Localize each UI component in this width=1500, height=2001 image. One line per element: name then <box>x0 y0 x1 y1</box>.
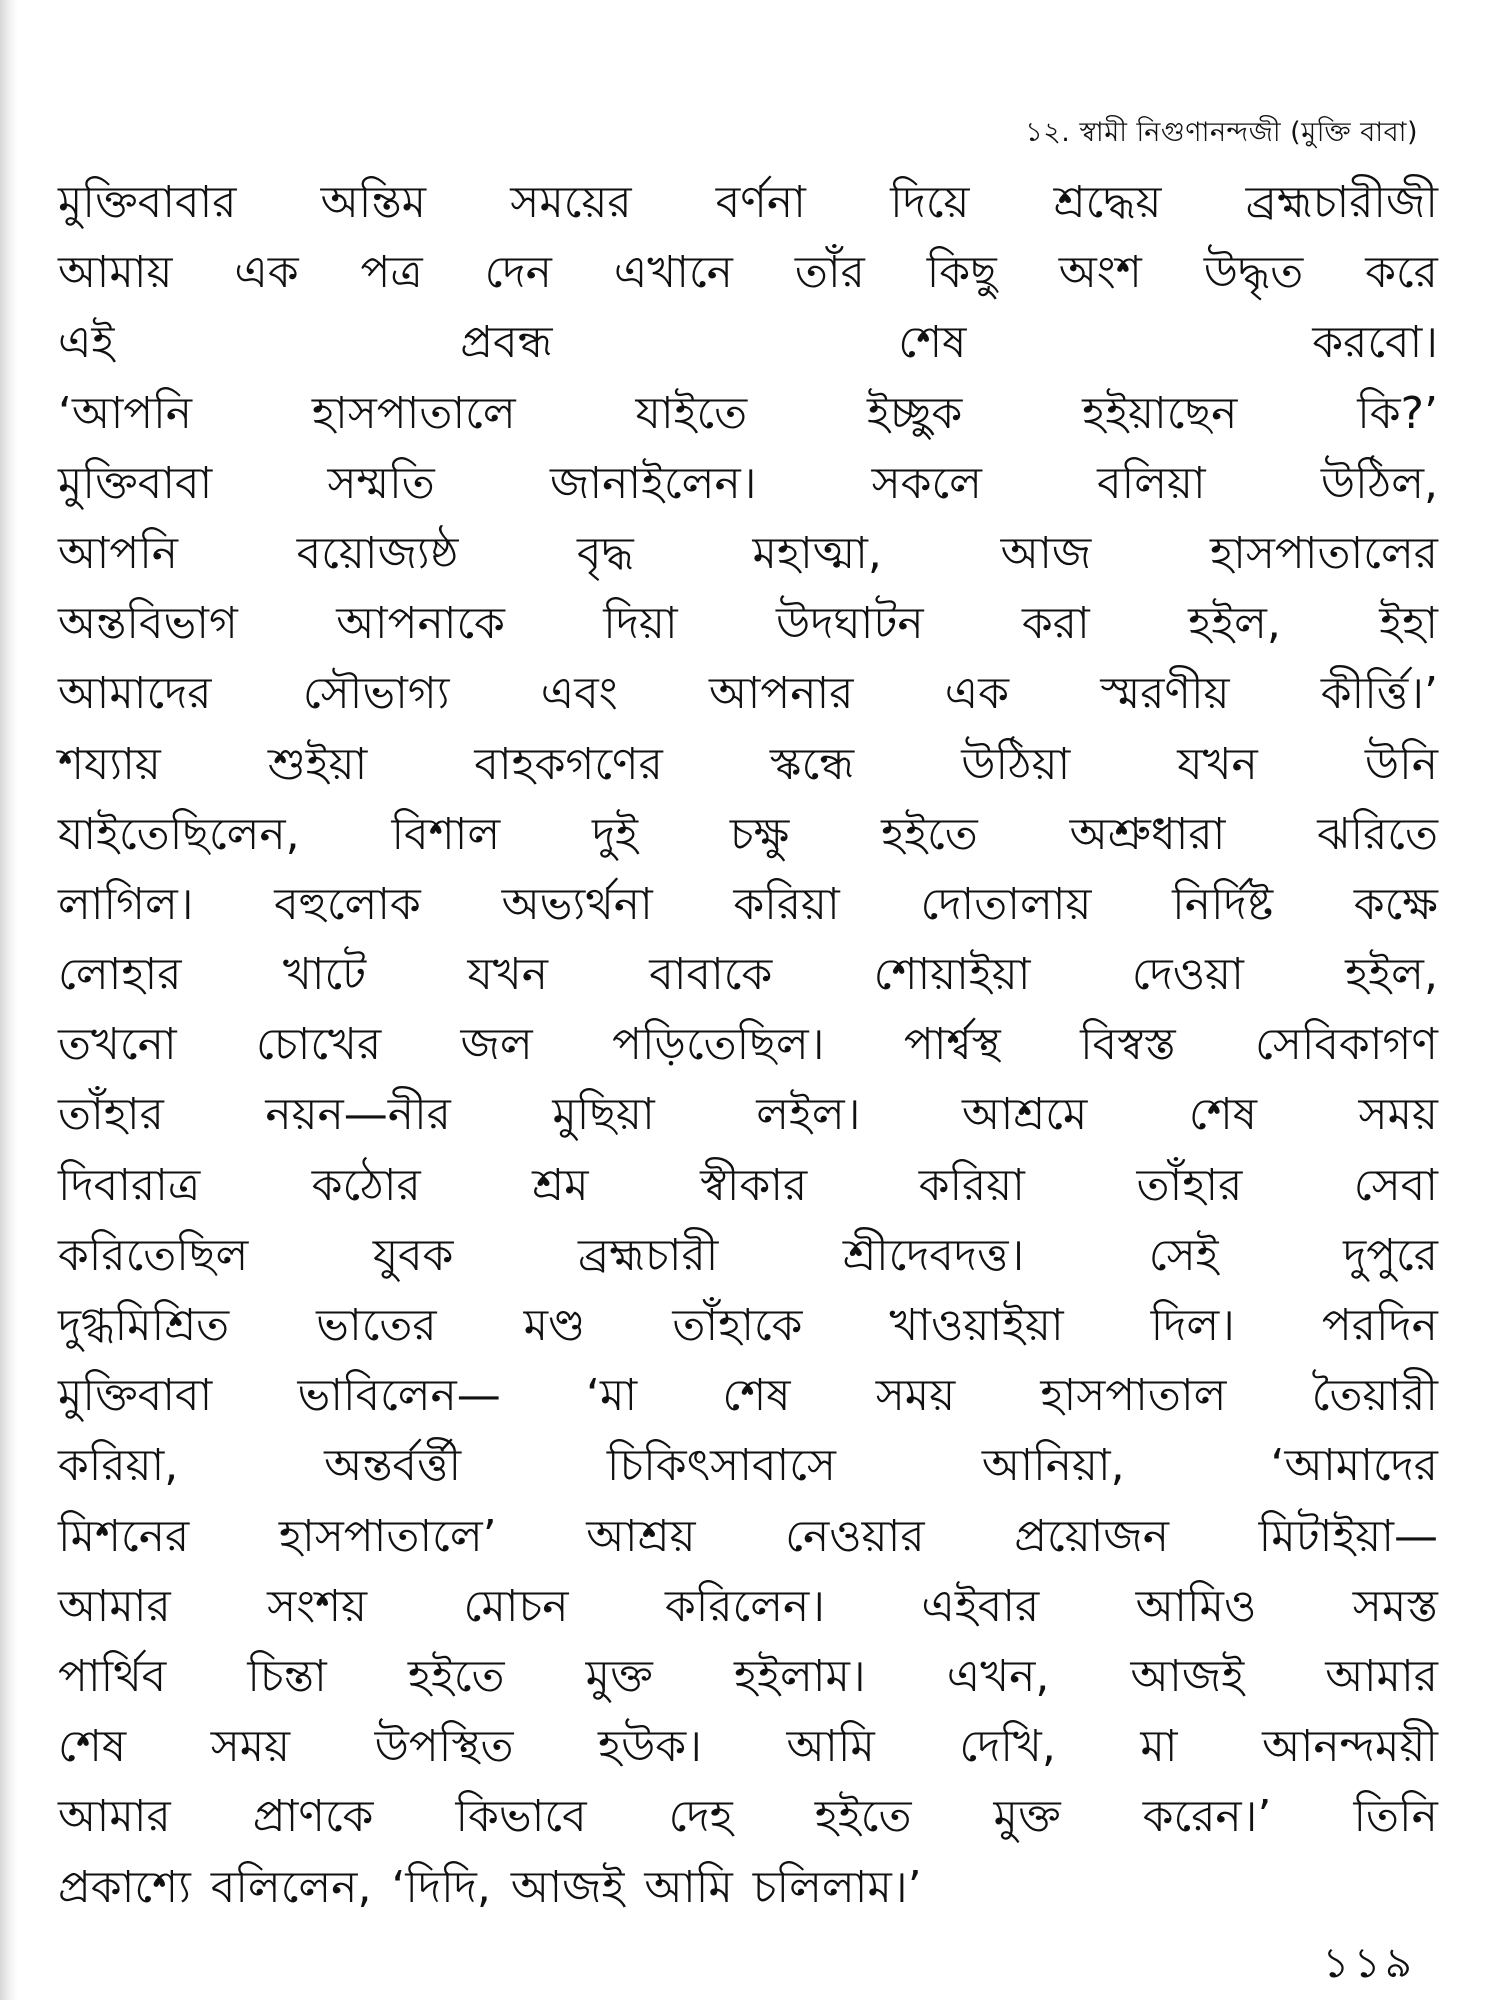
word: যখন <box>467 949 548 1001</box>
word: করিলেন। <box>664 1580 826 1632</box>
word: আমি <box>644 1861 733 1913</box>
word: দেন <box>484 247 552 299</box>
word: আপনাকে <box>336 598 505 650</box>
word: আমি <box>786 1721 875 1773</box>
word: হউক। <box>598 1721 702 1773</box>
word: করিয়া <box>918 1159 1025 1211</box>
word: দেওয়া <box>1131 949 1244 1001</box>
word: ইহা <box>1379 598 1438 650</box>
word: হাসপাতালে’ <box>278 1510 497 1562</box>
word: সময় <box>1358 1089 1438 1141</box>
word: চোখের <box>256 1019 382 1071</box>
word: শেষ <box>722 1370 791 1422</box>
word: সৌভাগ্য <box>302 668 450 720</box>
word: বলিলেন, <box>210 1861 372 1913</box>
word: বলিয়া <box>1097 457 1206 509</box>
word: দিয়া <box>603 598 678 650</box>
word: তাঁর <box>794 247 865 299</box>
word: ইচ্ছুক <box>866 387 963 439</box>
word: লইল। <box>756 1089 861 1141</box>
word: ঝরিতে <box>1317 808 1438 860</box>
word: আনন্দময়ী <box>1262 1721 1438 1773</box>
word: সেবিকাগণ <box>1254 1019 1438 1071</box>
word: কিছু <box>926 247 997 299</box>
word: সকলে <box>871 457 982 509</box>
text-line <box>58 1291 1438 1361</box>
word: হাসপাতাল <box>1040 1370 1227 1422</box>
word: মুক্তিবাবা <box>58 1370 213 1422</box>
word: মিশনের <box>58 1510 190 1562</box>
word: তৈয়ারী <box>1311 1370 1438 1422</box>
text-line <box>58 1502 1438 1572</box>
text-line <box>58 870 1438 940</box>
page-number: ১১৯ <box>1322 1938 1416 1987</box>
word: বিস্বস্ত <box>1080 1019 1176 1071</box>
word: বৃদ্ধ <box>577 527 634 579</box>
text-line <box>58 449 1438 519</box>
word: মুক্তিবাবার <box>58 177 237 228</box>
word: শোয়াইয়া <box>873 949 1031 1001</box>
text-line <box>58 940 1438 1010</box>
word: চক্ষু <box>729 808 790 860</box>
text-line <box>58 308 1438 378</box>
word: স্বীকার <box>700 1159 808 1211</box>
word: ব্রহ্মচারী <box>577 1229 719 1281</box>
word: মণ্ড <box>523 1300 586 1351</box>
word: অন্তর্বর্ত্তী <box>324 1440 462 1492</box>
word: আমার <box>58 1791 171 1843</box>
word: প্রয়োজন <box>1014 1510 1170 1562</box>
text-line <box>58 168 1438 238</box>
word: চিন্তা <box>247 1650 327 1702</box>
word: কীর্ত্তি।’ <box>1320 668 1438 720</box>
word: সেই <box>1148 1229 1219 1281</box>
word: দুই <box>592 808 639 860</box>
word: অংশ <box>1058 247 1142 299</box>
word: ‘আমাদের <box>1270 1440 1438 1492</box>
word: আশ্রমে <box>961 1089 1088 1141</box>
word: ‘আপনি <box>58 387 193 439</box>
word: বহুলোক <box>274 878 421 930</box>
word: আজ <box>1000 527 1092 579</box>
word: অন্তিম <box>320 177 427 228</box>
word: শেষ <box>58 1721 127 1773</box>
word: বয়োজ্যষ্ঠ <box>296 527 459 579</box>
word: দিল। <box>1150 1300 1235 1351</box>
word: শ্রদ্ধেয় <box>1053 177 1162 228</box>
word: এই <box>58 317 115 369</box>
word: আপনার <box>709 668 854 720</box>
word: করেন।’ <box>1142 1791 1272 1843</box>
word: করে <box>1365 247 1438 299</box>
word: অশ্রুধারা <box>1069 808 1226 860</box>
text-line <box>58 1853 1438 1923</box>
word: পার্থিব <box>58 1650 167 1702</box>
text-line <box>58 800 1438 870</box>
word: আজই <box>510 1861 625 1913</box>
word: শ্রম <box>532 1159 589 1211</box>
word: উঠিল, <box>1320 457 1438 509</box>
word: সংশয় <box>267 1580 368 1632</box>
word: মুছিয়া <box>552 1089 655 1141</box>
word: দেখি, <box>959 1721 1056 1773</box>
word: এখন, <box>946 1650 1050 1702</box>
text-line <box>58 1151 1438 1221</box>
word: আশ্রয় <box>586 1510 696 1562</box>
word: সময় <box>875 1370 956 1422</box>
word: উপস্থিত <box>374 1721 514 1773</box>
word: চলিলাম।’ <box>752 1861 922 1913</box>
word: মা <box>1140 1721 1178 1773</box>
word: আনিয়া, <box>981 1440 1125 1492</box>
word: শেষ <box>898 317 967 369</box>
word: তাঁহাকে <box>672 1300 803 1351</box>
word: পরদিন <box>1321 1300 1438 1351</box>
word: ভাবিলেন— <box>297 1370 501 1422</box>
word: এখানে <box>613 247 733 299</box>
word: দুগ্ধমিশ্রিত <box>58 1300 230 1351</box>
word: সময়ের <box>510 177 632 228</box>
word: তাঁহার <box>58 1089 164 1141</box>
text-line <box>58 1010 1438 1080</box>
text-line <box>58 730 1438 800</box>
word: কঠোর <box>311 1159 421 1211</box>
word: করিয়া, <box>58 1440 179 1492</box>
word: অভ্যর্থনা <box>501 878 653 930</box>
word: হইতে <box>881 808 978 860</box>
text-line <box>58 1572 1438 1642</box>
word: পড়িতেছিল। <box>612 1019 825 1071</box>
word: সময় <box>210 1721 291 1773</box>
word: প্রবন্ধ <box>460 317 553 369</box>
word: আমার <box>1325 1650 1438 1702</box>
word: আমায় <box>58 247 173 299</box>
word: মুক্তিবাবা <box>58 457 213 509</box>
word: বর্ণনা <box>715 177 806 228</box>
word: ‘দিদি, <box>391 1861 491 1913</box>
word: উদ্ধৃত <box>1203 247 1304 299</box>
text-line <box>58 1782 1438 1852</box>
word: মুক্ত <box>993 1791 1061 1843</box>
word: স্কন্ধে <box>769 738 855 790</box>
word: তখনো <box>58 1019 177 1071</box>
word: শুইয়া <box>267 738 368 790</box>
page-edge-shadow <box>0 0 18 2000</box>
word: কি?’ <box>1357 387 1438 439</box>
word: আজই <box>1130 1650 1245 1702</box>
word: হইতে <box>814 1791 912 1843</box>
word: ‘মা <box>586 1370 638 1422</box>
word: জানাইলেন। <box>549 457 757 509</box>
word: দেহ <box>668 1791 733 1843</box>
word: করিয়া <box>733 878 840 930</box>
word: শয্যায় <box>58 738 161 790</box>
word: সম্মতি <box>327 457 435 509</box>
word: বাবাকে <box>649 949 773 1001</box>
word: উদঘাটন <box>776 598 924 650</box>
word: মহাত্মা, <box>752 527 882 579</box>
word: লোহার <box>58 949 182 1001</box>
running-header: ১২. স্বামী নিগুণানন্দজী (মুক্তি বাবা) <box>1025 117 1418 148</box>
text-line <box>58 1712 1438 1782</box>
word: স্মরণীয় <box>1100 668 1230 720</box>
word: তিনি <box>1353 1791 1438 1843</box>
text-line <box>58 1642 1438 1712</box>
word: তাঁহার <box>1136 1159 1243 1211</box>
word: সেবা <box>1353 1159 1438 1211</box>
word: কক্ষে <box>1353 878 1438 930</box>
word: আমার <box>58 1580 171 1632</box>
word: নেওয়ার <box>785 1510 925 1562</box>
word: সমস্ত <box>1352 1580 1438 1632</box>
word: করবো। <box>1312 317 1438 369</box>
word: করা <box>1021 598 1090 650</box>
word: হইতে <box>407 1650 505 1702</box>
word: যখন <box>1177 738 1258 790</box>
word: যাইতে <box>635 387 748 439</box>
word: আমিও <box>1135 1580 1257 1632</box>
text-line <box>58 1080 1438 1150</box>
word: জল <box>460 1019 533 1071</box>
word: প্রকাশ্যে <box>58 1861 191 1913</box>
word: হইয়াছেন <box>1082 387 1238 439</box>
word: এবং <box>540 668 618 720</box>
text-line <box>58 519 1438 589</box>
word: ব্রহ্মচারীজী <box>1245 177 1438 228</box>
word: এইবার <box>921 1580 1040 1632</box>
word: বিশাল <box>391 808 501 860</box>
word: যুবক <box>372 1229 454 1281</box>
word: দোতালায় <box>920 878 1092 930</box>
text-line <box>58 1221 1438 1291</box>
word: যাইতেছিলেন, <box>58 808 300 860</box>
text-line <box>58 238 1438 308</box>
word: হইল, <box>1345 949 1438 1001</box>
word: এক <box>234 247 299 299</box>
word: পার্শ্বস্থ <box>903 1019 1001 1071</box>
text-line <box>58 1431 1438 1501</box>
word: খাওয়াইয়া <box>889 1300 1064 1351</box>
word: দিবারাত্র <box>58 1159 201 1211</box>
word: দুপুরে <box>1343 1229 1438 1281</box>
word: শ্রীদেবদত্ত। <box>842 1229 1025 1281</box>
word: হইল, <box>1188 598 1281 650</box>
word: হাসপাতালের <box>1209 527 1438 579</box>
word: মিটাইয়া— <box>1258 1510 1438 1562</box>
word: উনি <box>1364 738 1438 790</box>
word: দিয়ে <box>890 177 970 228</box>
word: এক <box>944 668 1010 720</box>
word: হাসপাতালে <box>311 387 516 439</box>
word: হইলাম। <box>733 1650 866 1702</box>
word: লাগিল। <box>58 878 194 930</box>
word: খাটে <box>282 949 367 1001</box>
word: পত্র <box>360 247 423 299</box>
word: নয়ন—নীর <box>265 1089 451 1141</box>
word: প্রাণকে <box>252 1791 374 1843</box>
text-line <box>58 1361 1438 1431</box>
word: বাহকগণের <box>474 738 663 790</box>
word: করিতেছিল <box>58 1229 249 1281</box>
word: কিভাবে <box>455 1791 587 1843</box>
word: মোচন <box>463 1580 569 1632</box>
word: মুক্ত <box>585 1650 653 1702</box>
body-text <box>58 168 1438 1923</box>
word: আমাদের <box>58 668 212 720</box>
text-line <box>58 659 1438 729</box>
word: অন্তবিভাগ <box>58 598 238 650</box>
word: উঠিয়া <box>961 738 1071 790</box>
word: শেষ <box>1188 1089 1258 1141</box>
text-line <box>58 379 1438 449</box>
text-line <box>58 589 1438 659</box>
word: ভাতের <box>316 1300 437 1351</box>
word: চিকিৎসাবাসে <box>606 1440 836 1492</box>
word: নির্দিষ্ট <box>1172 878 1274 930</box>
word: আপনি <box>58 527 179 579</box>
